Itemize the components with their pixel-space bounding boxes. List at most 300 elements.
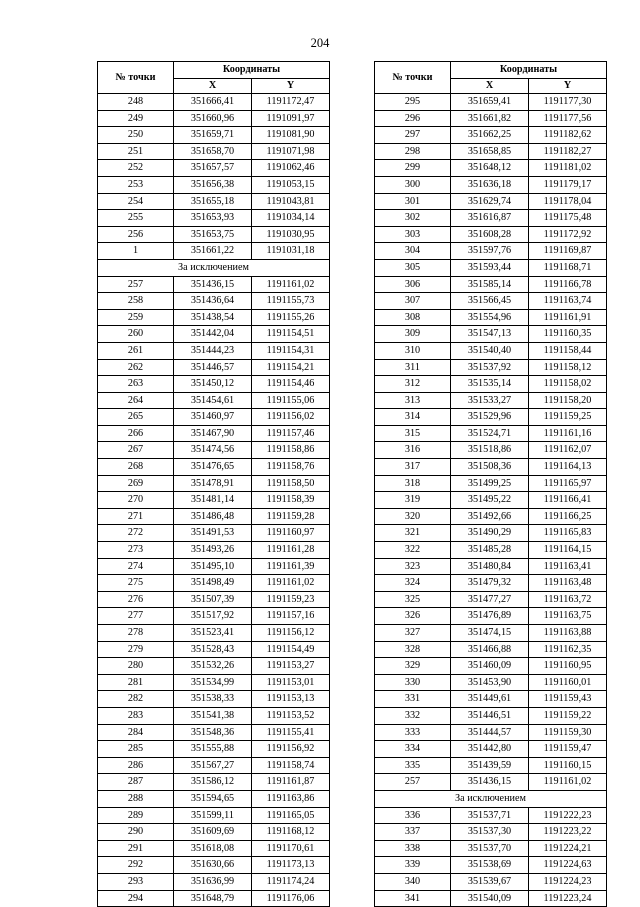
point-number-cell: 324 — [375, 575, 451, 592]
point-number-cell: 312 — [375, 376, 451, 393]
table-row — [98, 342, 330, 359]
x-coordinate-cell: 351446,51 — [451, 707, 529, 724]
point-number-cell: 310 — [375, 342, 451, 359]
table-row — [375, 608, 607, 625]
y-coordinate-cell: 1191165,05 — [252, 807, 330, 824]
y-coordinate-cell: 1191153,01 — [252, 674, 330, 691]
y-coordinate-cell: 1191153,52 — [252, 707, 330, 724]
point-number-cell: 306 — [375, 276, 451, 293]
x-coordinate-cell: 351653,93 — [174, 210, 252, 227]
x-coordinate-cell: 351460,09 — [451, 658, 529, 675]
y-coordinate-cell: 1191158,74 — [252, 757, 330, 774]
point-number-cell: 322 — [375, 542, 451, 559]
x-coordinate-cell: 351629,74 — [451, 193, 529, 210]
table-row — [98, 442, 330, 459]
y-coordinate-cell: 1191158,76 — [252, 459, 330, 476]
table-row — [375, 525, 607, 542]
x-coordinate-cell: 351490,29 — [451, 525, 529, 542]
x-coordinate-cell: 351655,18 — [174, 193, 252, 210]
point-number-header: № точки — [375, 62, 451, 94]
point-number-cell: 313 — [375, 392, 451, 409]
table-row — [375, 857, 607, 874]
point-number-cell: 308 — [375, 309, 451, 326]
table-row — [375, 425, 607, 442]
x-coordinate-cell: 351466,88 — [451, 641, 529, 658]
table-row — [98, 807, 330, 824]
point-number-cell: 275 — [98, 575, 174, 592]
point-number-cell: 325 — [375, 591, 451, 608]
table-row — [375, 309, 607, 326]
x-coordinate-cell: 351659,71 — [174, 127, 252, 144]
y-coordinate-cell: 1191062,46 — [252, 160, 330, 177]
y-coordinate-cell: 1191159,23 — [252, 591, 330, 608]
x-coordinate-cell: 351661,82 — [451, 110, 529, 127]
coordinates-header: Координаты — [451, 62, 607, 79]
x-coordinate-cell: 351540,09 — [451, 890, 529, 907]
x-coordinate-cell: 351630,66 — [174, 857, 252, 874]
y-coordinate-cell: 1191169,87 — [529, 243, 607, 260]
table-row — [98, 143, 330, 160]
x-coordinate-cell: 351474,15 — [451, 625, 529, 642]
y-coordinate-cell: 1191158,12 — [529, 359, 607, 376]
table-row — [375, 591, 607, 608]
y-coordinate-cell: 1191161,28 — [252, 542, 330, 559]
y-coordinate-cell: 1191156,02 — [252, 409, 330, 426]
exclusion-row — [375, 790, 607, 807]
x-coordinate-cell: 351444,57 — [451, 724, 529, 741]
point-number-cell: 271 — [98, 508, 174, 525]
x-coordinate-cell: 351656,38 — [174, 176, 252, 193]
y-coordinate-cell: 1191157,46 — [252, 425, 330, 442]
point-number-cell: 276 — [98, 591, 174, 608]
x-coordinate-cell: 351436,15 — [174, 276, 252, 293]
y-coordinate-cell: 1191223,22 — [529, 824, 607, 841]
point-number-cell: 297 — [375, 127, 451, 144]
point-number-cell: 341 — [375, 890, 451, 907]
y-coordinate-cell: 1191155,26 — [252, 309, 330, 326]
y-coordinate-cell: 1191158,50 — [252, 475, 330, 492]
point-number-cell: 337 — [375, 824, 451, 841]
table-row — [98, 790, 330, 807]
point-number-cell: 305 — [375, 259, 451, 276]
x-coordinate-cell: 351518,86 — [451, 442, 529, 459]
table-row — [375, 459, 607, 476]
table-row — [98, 824, 330, 841]
point-number-cell: 282 — [98, 691, 174, 708]
y-coordinate-cell: 1191153,13 — [252, 691, 330, 708]
table-row — [98, 625, 330, 642]
x-coordinate-cell: 351485,28 — [451, 542, 529, 559]
coordinates-header: Координаты — [174, 62, 330, 79]
x-coordinate-cell: 351597,76 — [451, 243, 529, 260]
y-coordinate-cell: 1191224,21 — [529, 840, 607, 857]
y-coordinate-cell: 1191168,71 — [529, 259, 607, 276]
table-row — [98, 508, 330, 525]
x-coordinate-cell: 351666,41 — [174, 94, 252, 111]
point-number-cell: 251 — [98, 143, 174, 160]
y-coordinate-cell: 1191166,78 — [529, 276, 607, 293]
point-number-cell: 320 — [375, 508, 451, 525]
y-coordinate-cell: 1191154,31 — [252, 342, 330, 359]
x-coordinate-cell: 351653,75 — [174, 226, 252, 243]
table-row — [375, 210, 607, 227]
point-number-cell: 309 — [375, 326, 451, 343]
y-coordinate-cell: 1191172,47 — [252, 94, 330, 111]
y-coordinate-cell: 1191159,43 — [529, 691, 607, 708]
y-coordinate-cell: 1191161,16 — [529, 425, 607, 442]
x-coordinate-cell: 351534,99 — [174, 674, 252, 691]
point-number-cell: 334 — [375, 741, 451, 758]
y-header: Y — [529, 79, 607, 94]
table-row — [375, 691, 607, 708]
point-number-cell: 287 — [98, 774, 174, 791]
point-number-cell: 333 — [375, 724, 451, 741]
y-coordinate-cell: 1191155,73 — [252, 293, 330, 310]
point-number-cell: 254 — [98, 193, 174, 210]
x-coordinate-cell: 351524,71 — [451, 425, 529, 442]
y-coordinate-cell: 1191163,88 — [529, 625, 607, 642]
table-row — [98, 591, 330, 608]
y-coordinate-cell: 1191174,24 — [252, 873, 330, 890]
point-number-cell: 270 — [98, 492, 174, 509]
x-coordinate-cell: 351616,87 — [451, 210, 529, 227]
table-row — [375, 442, 607, 459]
x-coordinate-cell: 351529,96 — [451, 409, 529, 426]
x-coordinate-cell: 351454,61 — [174, 392, 252, 409]
table-row — [98, 741, 330, 758]
y-coordinate-cell: 1191161,39 — [252, 558, 330, 575]
point-number-cell: 285 — [98, 741, 174, 758]
x-coordinate-cell: 351648,79 — [174, 890, 252, 907]
y-coordinate-cell: 1191160,01 — [529, 674, 607, 691]
x-coordinate-cell: 351555,88 — [174, 741, 252, 758]
point-number-cell: 302 — [375, 210, 451, 227]
y-coordinate-cell: 1191182,27 — [529, 143, 607, 160]
table-row — [375, 824, 607, 841]
table-row — [98, 425, 330, 442]
table-row — [375, 625, 607, 642]
y-coordinate-cell: 1191159,25 — [529, 409, 607, 426]
x-coordinate-cell: 351438,54 — [174, 309, 252, 326]
y-coordinate-cell: 1191159,47 — [529, 741, 607, 758]
y-coordinate-cell: 1191161,87 — [252, 774, 330, 791]
x-coordinate-cell: 351477,27 — [451, 591, 529, 608]
point-number-cell: 293 — [98, 873, 174, 890]
y-coordinate-cell: 1191165,83 — [529, 525, 607, 542]
point-number-cell: 267 — [98, 442, 174, 459]
x-coordinate-cell: 351491,53 — [174, 525, 252, 542]
table-row — [98, 176, 330, 193]
y-coordinate-cell: 1191153,27 — [252, 658, 330, 675]
x-coordinate-cell: 351547,13 — [451, 326, 529, 343]
y-coordinate-cell: 1191177,30 — [529, 94, 607, 111]
table-row — [375, 757, 607, 774]
point-number-cell: 296 — [375, 110, 451, 127]
table-row — [375, 376, 607, 393]
y-coordinate-cell: 1191156,12 — [252, 625, 330, 642]
table-row — [98, 542, 330, 559]
table-row — [375, 160, 607, 177]
point-number-cell: 265 — [98, 409, 174, 426]
x-coordinate-cell: 351618,08 — [174, 840, 252, 857]
x-coordinate-cell: 351594,65 — [174, 790, 252, 807]
point-number-cell: 281 — [98, 674, 174, 691]
y-coordinate-cell: 1191163,72 — [529, 591, 607, 608]
x-coordinate-cell: 351498,49 — [174, 575, 252, 592]
page-number: 204 — [310, 36, 330, 50]
x-coordinate-cell: 351436,64 — [174, 293, 252, 310]
y-coordinate-cell: 1191173,13 — [252, 857, 330, 874]
point-number-cell: 318 — [375, 475, 451, 492]
y-coordinate-cell: 1191182,62 — [529, 127, 607, 144]
point-number-cell: 321 — [375, 525, 451, 542]
table-row — [98, 774, 330, 791]
y-coordinate-cell: 1191161,91 — [529, 309, 607, 326]
y-coordinate-cell: 1191163,75 — [529, 608, 607, 625]
table-row — [98, 326, 330, 343]
table-row — [98, 459, 330, 476]
exclusion-row — [98, 259, 330, 276]
table-row — [375, 575, 607, 592]
x-coordinate-cell: 351537,30 — [451, 824, 529, 841]
y-coordinate-cell: 1191159,28 — [252, 508, 330, 525]
y-coordinate-cell: 1191224,23 — [529, 873, 607, 890]
x-coordinate-cell: 351449,61 — [451, 691, 529, 708]
x-coordinate-cell: 351523,41 — [174, 625, 252, 642]
point-number-cell: 262 — [98, 359, 174, 376]
table-row — [375, 558, 607, 575]
table-row — [98, 674, 330, 691]
point-number-cell: 259 — [98, 309, 174, 326]
y-coordinate-cell: 1191154,46 — [252, 376, 330, 393]
table-row — [375, 226, 607, 243]
y-coordinate-cell: 1191160,95 — [529, 658, 607, 675]
point-number-cell: 331 — [375, 691, 451, 708]
table-row — [375, 492, 607, 509]
point-number-cell: 292 — [98, 857, 174, 874]
table-row — [375, 807, 607, 824]
point-number-cell: 304 — [375, 243, 451, 260]
point-number-cell: 263 — [98, 376, 174, 393]
point-number-cell: 261 — [98, 342, 174, 359]
point-number-cell: 266 — [98, 425, 174, 442]
x-coordinate-cell: 351659,41 — [451, 94, 529, 111]
x-coordinate-cell: 351442,04 — [174, 326, 252, 343]
coordinates-table-right — [374, 61, 607, 907]
x-header: X — [451, 79, 529, 94]
x-coordinate-cell: 351480,84 — [451, 558, 529, 575]
x-coordinate-cell: 351436,15 — [451, 774, 529, 791]
point-number-cell: 264 — [98, 392, 174, 409]
point-number-cell: 272 — [98, 525, 174, 542]
x-coordinate-cell: 351660,96 — [174, 110, 252, 127]
table-row — [98, 193, 330, 210]
x-coordinate-cell: 351661,22 — [174, 243, 252, 260]
x-coordinate-cell: 351493,26 — [174, 542, 252, 559]
point-number-cell: 252 — [98, 160, 174, 177]
y-coordinate-cell: 1191179,17 — [529, 176, 607, 193]
x-coordinate-cell: 351444,23 — [174, 342, 252, 359]
x-coordinate-cell: 351439,59 — [451, 757, 529, 774]
table-row — [375, 359, 607, 376]
table-row — [375, 326, 607, 343]
y-coordinate-cell: 1191160,15 — [529, 757, 607, 774]
table-row — [375, 276, 607, 293]
y-coordinate-cell: 1191181,02 — [529, 160, 607, 177]
table-row — [98, 857, 330, 874]
y-coordinate-cell: 1191154,21 — [252, 359, 330, 376]
table-row — [98, 127, 330, 144]
point-number-cell: 303 — [375, 226, 451, 243]
y-coordinate-cell: 1191166,25 — [529, 508, 607, 525]
y-coordinate-cell: 1191163,74 — [529, 293, 607, 310]
x-coordinate-cell: 351548,36 — [174, 724, 252, 741]
y-coordinate-cell: 1191154,49 — [252, 641, 330, 658]
y-coordinate-cell: 1191165,97 — [529, 475, 607, 492]
x-coordinate-cell: 351478,91 — [174, 475, 252, 492]
y-coordinate-cell: 1191043,81 — [252, 193, 330, 210]
table-row — [375, 674, 607, 691]
y-coordinate-cell: 1191161,02 — [252, 575, 330, 592]
x-coordinate-cell: 351662,25 — [451, 127, 529, 144]
x-coordinate-cell: 351495,10 — [174, 558, 252, 575]
x-coordinate-cell: 351517,92 — [174, 608, 252, 625]
point-number-cell: 286 — [98, 757, 174, 774]
y-coordinate-cell: 1191224,63 — [529, 857, 607, 874]
point-number-cell: 269 — [98, 475, 174, 492]
table-row — [98, 309, 330, 326]
point-number-cell: 307 — [375, 293, 451, 310]
y-coordinate-cell: 1191168,12 — [252, 824, 330, 841]
table-row — [98, 840, 330, 857]
table-row — [98, 475, 330, 492]
point-number-cell: 329 — [375, 658, 451, 675]
table-row — [98, 293, 330, 310]
table-row — [375, 873, 607, 890]
y-coordinate-cell: 1191161,02 — [529, 774, 607, 791]
point-number-cell: 330 — [375, 674, 451, 691]
table-row — [98, 558, 330, 575]
point-number-cell: 336 — [375, 807, 451, 824]
point-number-cell: 255 — [98, 210, 174, 227]
point-number-cell: 328 — [375, 641, 451, 658]
table-row — [98, 210, 330, 227]
x-coordinate-cell: 351507,39 — [174, 591, 252, 608]
point-number-cell: 284 — [98, 724, 174, 741]
table-row — [98, 94, 330, 111]
point-number-cell: 315 — [375, 425, 451, 442]
y-header: Y — [252, 79, 330, 94]
point-number-cell: 299 — [375, 160, 451, 177]
table-row — [375, 840, 607, 857]
exclusion-label: За исключением — [98, 259, 330, 276]
x-coordinate-cell: 351537,71 — [451, 807, 529, 824]
point-number-cell: 260 — [98, 326, 174, 343]
x-coordinate-cell: 351508,36 — [451, 459, 529, 476]
table-row — [98, 658, 330, 675]
x-coordinate-cell: 351554,96 — [451, 309, 529, 326]
table-row — [375, 741, 607, 758]
y-coordinate-cell: 1191170,61 — [252, 840, 330, 857]
y-coordinate-cell: 1191034,14 — [252, 210, 330, 227]
y-coordinate-cell: 1191158,86 — [252, 442, 330, 459]
y-coordinate-cell: 1191157,16 — [252, 608, 330, 625]
y-coordinate-cell: 1191071,98 — [252, 143, 330, 160]
y-coordinate-cell: 1191156,92 — [252, 741, 330, 758]
table-row — [375, 293, 607, 310]
table-row — [375, 508, 607, 525]
table-row — [98, 890, 330, 907]
table-row — [98, 359, 330, 376]
table-row — [375, 342, 607, 359]
y-coordinate-cell: 1191155,06 — [252, 392, 330, 409]
table-row — [375, 409, 607, 426]
x-coordinate-cell: 351533,27 — [451, 392, 529, 409]
point-number-cell: 290 — [98, 824, 174, 841]
x-coordinate-cell: 351636,99 — [174, 873, 252, 890]
x-header: X — [174, 79, 252, 94]
point-number-cell: 319 — [375, 492, 451, 509]
y-coordinate-cell: 1191053,15 — [252, 176, 330, 193]
point-number-cell: 277 — [98, 608, 174, 625]
point-number-cell: 291 — [98, 840, 174, 857]
point-number-cell: 300 — [375, 176, 451, 193]
point-number-cell: 317 — [375, 459, 451, 476]
point-number-cell: 326 — [375, 608, 451, 625]
table-row — [98, 243, 330, 260]
table-row — [375, 193, 607, 210]
point-number-cell: 250 — [98, 127, 174, 144]
table-row — [98, 707, 330, 724]
point-number-cell: 273 — [98, 542, 174, 559]
point-number-cell: 274 — [98, 558, 174, 575]
y-coordinate-cell: 1191030,95 — [252, 226, 330, 243]
point-number-cell: 268 — [98, 459, 174, 476]
x-coordinate-cell: 351453,90 — [451, 674, 529, 691]
x-coordinate-cell: 351658,70 — [174, 143, 252, 160]
x-coordinate-cell: 351636,18 — [451, 176, 529, 193]
point-number-cell: 279 — [98, 641, 174, 658]
y-coordinate-cell: 1191222,23 — [529, 807, 607, 824]
point-number-cell: 339 — [375, 857, 451, 874]
x-coordinate-cell: 351528,43 — [174, 641, 252, 658]
y-coordinate-cell: 1191158,39 — [252, 492, 330, 509]
y-coordinate-cell: 1191160,97 — [252, 525, 330, 542]
x-coordinate-cell: 351538,33 — [174, 691, 252, 708]
point-number-cell: 1 — [98, 243, 174, 260]
table-row — [98, 160, 330, 177]
x-coordinate-cell: 351535,14 — [451, 376, 529, 393]
x-coordinate-cell: 351495,22 — [451, 492, 529, 509]
x-coordinate-cell: 351486,48 — [174, 508, 252, 525]
table-row — [98, 226, 330, 243]
table-row — [98, 409, 330, 426]
x-coordinate-cell: 351474,56 — [174, 442, 252, 459]
table-row — [98, 276, 330, 293]
point-number-cell: 248 — [98, 94, 174, 111]
x-coordinate-cell: 351479,32 — [451, 575, 529, 592]
x-coordinate-cell: 351537,70 — [451, 840, 529, 857]
x-coordinate-cell: 351539,67 — [451, 873, 529, 890]
y-coordinate-cell: 1191178,04 — [529, 193, 607, 210]
x-coordinate-cell: 351599,11 — [174, 807, 252, 824]
y-coordinate-cell: 1191161,02 — [252, 276, 330, 293]
exclusion-label: За исключением — [375, 790, 607, 807]
point-number-cell: 301 — [375, 193, 451, 210]
y-coordinate-cell: 1191031,18 — [252, 243, 330, 260]
point-number-cell: 283 — [98, 707, 174, 724]
table-row — [98, 392, 330, 409]
